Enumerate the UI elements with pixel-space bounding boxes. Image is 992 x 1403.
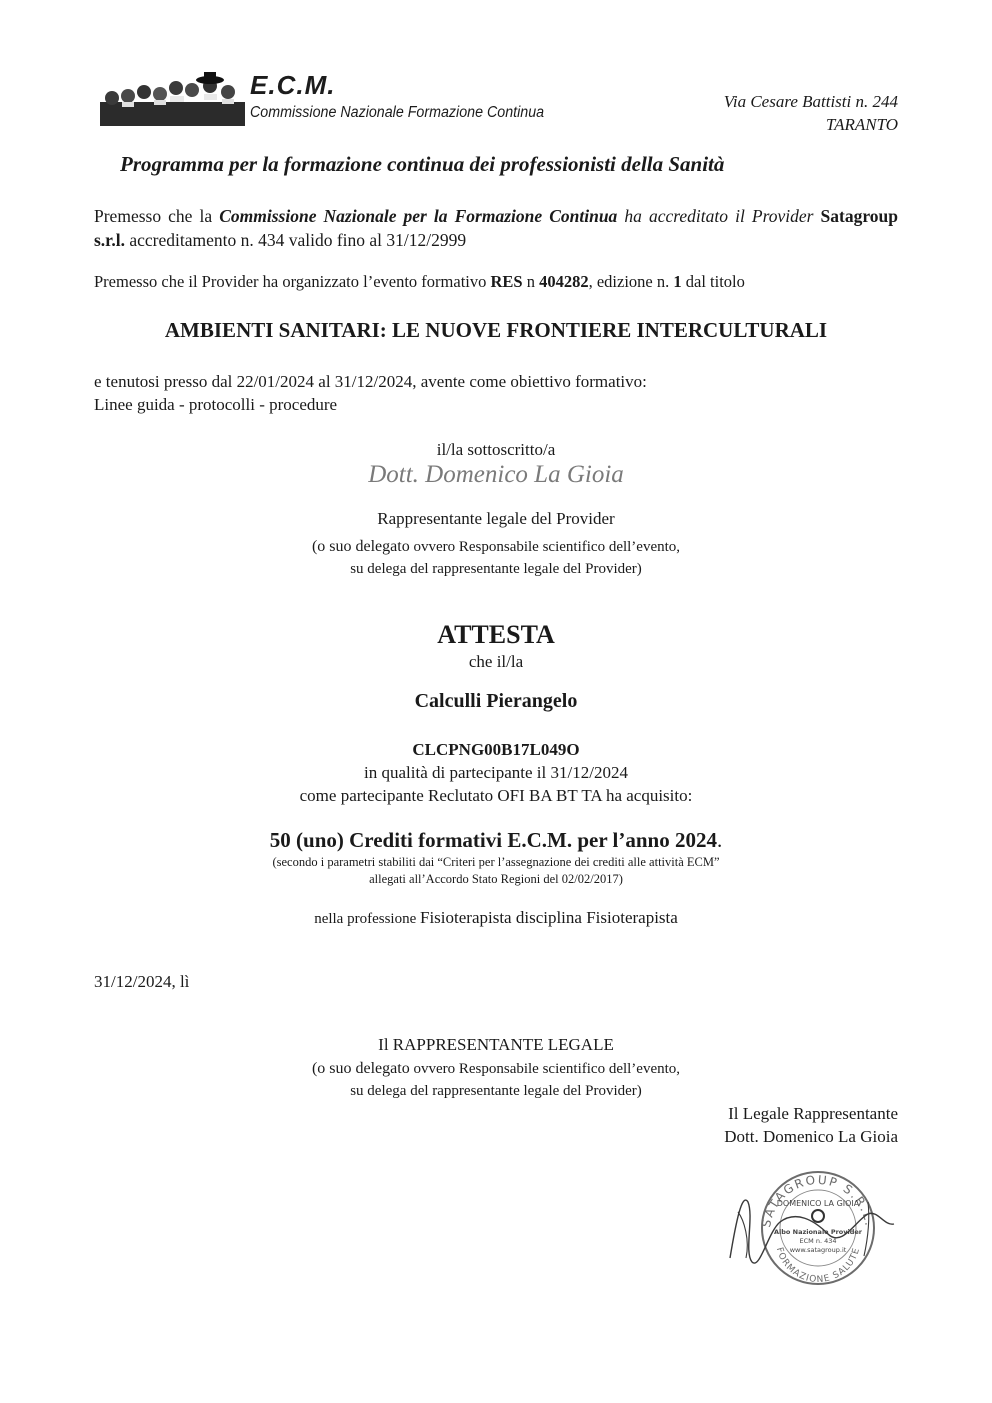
provider-address: [724, 90, 898, 136]
commission-name: Commissione Nazionale per la Formazione Continua: [219, 206, 618, 226]
event-title: AMBIENTI SANITARI: LE NUOVE FRONTIERE INTERCULTURALI: [164, 318, 828, 342]
profession-label: nella professione: [314, 911, 420, 927]
stamp-line-1: Albo Nazionale Provider: [773, 1228, 863, 1236]
logo-title: E.C.M.: [250, 70, 336, 100]
stamp-bottom-text: FORMAZIONE SALUTE: [773, 1246, 863, 1286]
premise1-text-2: ha accreditato il Provider: [617, 206, 821, 226]
param-line-2: allegati all’Accordo Stato Regioni del 02/02/2017): [369, 872, 623, 886]
credits-parameters: [0, 854, 992, 888]
footer-title: Il RAPPRESENTANTE LEGALE: [378, 1035, 614, 1054]
footer-delegate-label: (o suo delegato: [311, 1060, 410, 1077]
event-number: 404282: [539, 272, 589, 291]
premise2-text-1: Premesso che il Provider ha organizzato l’evento formativo: [94, 272, 491, 291]
legal-representative: [724, 1102, 898, 1148]
logo-figures-base: [100, 102, 245, 126]
event-dates: [94, 370, 647, 416]
credits-text: 50 (uno) Crediti formativi E.C.M. per l’anno 2024: [269, 828, 717, 852]
edition-number: 1: [673, 272, 682, 291]
place-date: 31/12/2024, lì: [94, 972, 190, 991]
credits-period: .: [716, 828, 723, 852]
delegate-text-line2: su delega del rappresentante legale del Provider): [350, 561, 642, 577]
signatory-role: Rappresentante legale del Provider: [377, 509, 615, 528]
event-type: RES: [490, 272, 523, 291]
param-line-1: (secondo i parametri stabiliti dai “Criteri per l’assegnazione dei crediti alle attività ECM”: [272, 855, 720, 869]
premise1-text-1: Premesso che la: [94, 206, 220, 226]
delegate-label: (o suo delegato: [311, 538, 410, 555]
footer-delegate-note: [0, 1058, 992, 1102]
stamp-name: DOMENICO LA GIOIA: [776, 1199, 860, 1208]
premise-event: [94, 272, 745, 292]
address-line-2: TARANTO: [825, 115, 898, 134]
signatory-name: Dott. Domenico La Gioia: [368, 461, 624, 488]
premise2-text-4: dal titolo: [681, 272, 745, 291]
address-line-1: Via Cesare Battisti n. 244: [723, 92, 898, 111]
attesta-heading: ATTESTA: [437, 620, 555, 649]
provider-stamp: [718, 1162, 900, 1288]
premise1-text-3: accreditamento n. 434 valido fino al 31/12/2999: [124, 230, 467, 250]
attesta-che: che il/la: [468, 652, 524, 671]
fiscal-code: CLCPNG00B17L049O: [412, 740, 580, 759]
signatory-delegate-note: [0, 536, 992, 580]
ecm-logo-image: [100, 72, 245, 128]
profession-value: Fisioterapista disciplina Fisioterapista: [420, 908, 678, 927]
training-objective: Linee guida - protocolli - procedure: [94, 395, 338, 414]
profession: [0, 908, 992, 928]
logo-subtitle: Commissione Nazionale Formazione Continua: [250, 104, 545, 121]
premise-accreditation: [94, 204, 898, 252]
credits-awarded: [0, 828, 992, 853]
footer-delegate-text: ovvero Responsabile scientifico dell’evento,: [409, 1061, 681, 1077]
legal-rep-title: Il Legale Rappresentante: [728, 1104, 898, 1123]
participation-role: come partecipante Reclutato OFI BA BT TA ha acquisito:: [299, 786, 693, 805]
delegate-text: ovvero Responsabile scientifico dell’evento,: [409, 539, 681, 555]
stamp-logo-mark: [812, 1210, 824, 1222]
dates-line: e tenutosi presso dal 22/01/2024 al 31/12/2024, avente come obiettivo formativo:: [94, 372, 647, 391]
stamp-line-2: ECM n. 434: [799, 1237, 837, 1245]
stamp-line-3: www.satagroup.it: [789, 1246, 847, 1254]
provider-name: Satagroup s.r.l.: [94, 206, 898, 250]
legal-rep-name: Dott. Domenico La Gioia: [724, 1127, 898, 1146]
stamp-top-text: SATAGROUP S.R.L.: [759, 1172, 877, 1229]
participant-name: Calculli Pierangelo: [414, 690, 578, 712]
signatory-intro: il/la sottoscritto/a: [436, 440, 556, 459]
premise2-text-2: n: [522, 272, 540, 291]
participation-date: in qualità di partecipante il 31/12/2024: [364, 763, 628, 782]
program-title: Programma per la formazione continua dei professionisti della Sanità: [120, 152, 725, 176]
footer-delegate-line2: su delega del rappresentante legale del Provider): [350, 1083, 642, 1099]
premise2-text-3: , edizione n.: [588, 272, 674, 291]
